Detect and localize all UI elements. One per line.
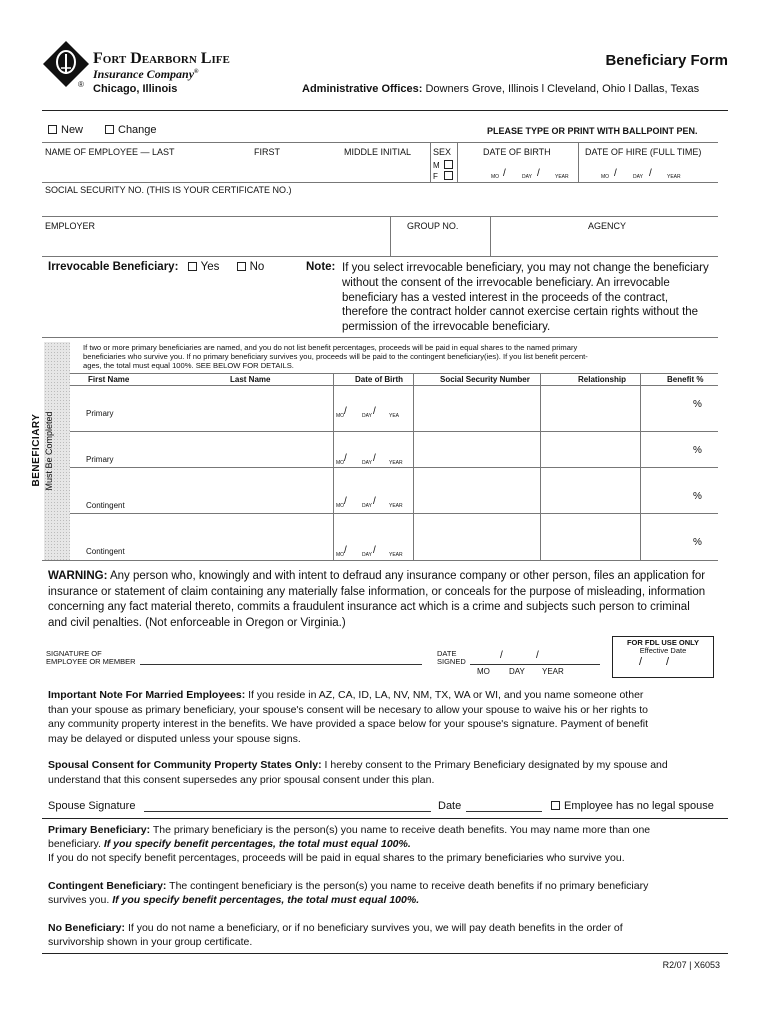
doh-day: DAY <box>633 174 643 180</box>
doh-slash-2: / <box>649 168 652 179</box>
fdl-effective-date: Effective Date <box>639 646 687 655</box>
sex-m-label: M <box>433 161 440 170</box>
doh-year: YEAR <box>667 174 681 180</box>
date-day: DAY <box>509 667 525 676</box>
change-checkbox[interactable] <box>105 125 114 134</box>
change-label: Change <box>118 124 157 136</box>
no-spouse-checkbox[interactable] <box>551 801 560 810</box>
note-label: Note: <box>306 261 336 273</box>
company-name: Fort Dearborn Life <box>93 50 230 67</box>
doh-label: DATE OF HIRE (FULL TIME) <box>585 147 702 157</box>
new-checkbox[interactable] <box>48 125 57 134</box>
no-beneficiary-definition: No Beneficiary: If you do not name a beneficiary, or if no beneficiary survives you, we will pay death benefits in the order of survivorship shown in your group certificate. <box>48 922 623 948</box>
name-last-label: NAME OF EMPLOYEE — LAST <box>45 147 175 157</box>
irrevocable-yes-label: Yes <box>200 261 220 273</box>
dob-year: YEAR <box>555 174 569 180</box>
company-city: Chicago, Illinois <box>93 83 178 95</box>
beneficiary-side-subtitle: Must Be Completed <box>44 411 54 491</box>
col-first-name: First Name <box>88 375 130 384</box>
agency-label: AGENCY <box>588 221 627 231</box>
group-no-label: GROUP NO. <box>407 221 459 231</box>
col-relationship: Relationship <box>578 375 627 384</box>
irrevocable-label: Irrevocable Beneficiary: <box>48 261 179 273</box>
beneficiary-side-title: BENEFICIARY <box>31 413 42 487</box>
spouse-signature-label: Spouse Signature <box>48 800 136 812</box>
irrevocable-yes-checkbox[interactable] <box>188 262 197 271</box>
instruction-text: PLEASE TYPE OR PRINT WITH BALLPOINT PEN. <box>487 126 698 136</box>
spouse-signature-line[interactable] <box>144 811 431 812</box>
dob-label: DATE OF BIRTH <box>483 147 551 157</box>
company-subname: Insurance Company <box>93 67 195 81</box>
spousal-consent: Spousal Consent for Community Property States Only: I hereby consent to the Primary Beneficiary designated by my spouse and understand that this consent supersedes any prior spousal consent under this plan. <box>48 759 668 786</box>
registered-mark: ® <box>78 80 84 89</box>
married-note: Important Note For Married Employees: If you reside in AZ, CA, ID, LA, NV, NM, TX, WA or WI, and you name someone other than your spouse as primary beneficiary, your spouse's consent will be necesary to allow your spouse to waive his or her rights to any community property interest in the benefits. We have provided a space below for your spouse's signature. Payment of benefit may be delayed or disputed unless your spouse signs. <box>48 689 649 745</box>
date-year: YEAR <box>542 667 564 676</box>
first-name-label: FIRST <box>254 147 280 157</box>
admin-offices-value: Downers Grove, Illinois l Cleveland, Ohio l Dallas, Texas <box>425 83 700 95</box>
employer-label: EMPLOYER <box>45 221 96 231</box>
dob-slash-2: / <box>537 168 540 179</box>
form-number: R2/07 | X6053 <box>662 960 720 970</box>
contingent-definition: Contingent Beneficiary: The contingent beneficiary is the person(s) you name to receive death benefits if no primary beneficiary survives you. If you specify benefit percentages, the total must equal 100%. <box>48 880 649 906</box>
employee-signature-line[interactable] <box>140 664 422 665</box>
col-last-name: Last Name <box>230 375 271 384</box>
admin-offices-label: Administrative Offices: <box>302 83 423 95</box>
irrevocable-no-label: No <box>249 261 265 273</box>
spouse-date-label: Date <box>438 800 462 812</box>
trademark-mark: ® <box>194 69 199 75</box>
dob-mo: MO <box>491 174 500 180</box>
dob-day: DAY <box>522 174 532 180</box>
col-dob: Date of Birth <box>355 375 403 384</box>
warning-text: WARNING: Any person who, knowingly and with intent to defraud any insurance company or other person, files an application for insurance or statement of claim containing any materially false information, or conceals for the purpose of misleading, information concerning any fact material thereto, commits a fraudulent insurance act which is a crime and subjects such person to criminal and civil penalties. (Not enforceable in Oregon or Virginia.) <box>48 570 706 629</box>
new-label: New <box>61 124 84 136</box>
date-mo: MO <box>477 667 490 676</box>
col-benefit: Benefit % <box>667 375 704 384</box>
signature-label: SIGNATURE OF EMPLOYEE OR MEMBER <box>46 649 136 666</box>
fdl-use-box: FOR FDL USE ONLY Effective Date / / <box>612 636 714 678</box>
sex-label: SEX <box>433 147 452 157</box>
note-text: If you select irrevocable beneficiary, you may not change the beneficiary without the consent of the irrevocable beneficiary. An irrevocable beneficiary has a vested interest in the proceeds of the contract, therefore the contract holder cannot exercise certain rights without the permission of the irrevocable beneficiary. <box>342 262 709 334</box>
doh-mo: MO <box>601 174 610 180</box>
irrevocable-no-checkbox[interactable] <box>237 262 246 271</box>
fdl-title: FOR FDL USE ONLY <box>626 638 700 647</box>
beneficiary-intro: If two or more primary beneficiaries are named, and you do not list benefit percentages, proceeds will be paid in equal shares to the named primary beneficiaries who survive you. If no primary beneficiary survives you, proceeds will be paid to the contingent beneficiary(ies). If you list benefit percent- ages, the total must equal 100%. SEE BELOW FOR DETAILS. <box>83 343 588 370</box>
middle-initial-label: MIDDLE INITIAL <box>344 147 412 157</box>
dob-slash-1: / <box>503 168 506 179</box>
form-title: Beneficiary Form <box>605 52 728 69</box>
col-ssn: Social Security Number <box>440 375 530 384</box>
date-signed-line[interactable] <box>470 664 600 665</box>
no-spouse-label: Employee has no legal spouse <box>564 800 714 812</box>
sex-m-checkbox[interactable] <box>444 160 453 169</box>
primary-definition: Primary Beneficiary: The primary beneficiary is the person(s) you name to receive death benefits. You may name more than one beneficiary. If you specify benefit percentages, the total must equal 100%. If you do not specify benefit percentages, proceeds will be paid in equal shares to the primary beneficiaries who survive you. <box>48 824 651 864</box>
date-signed-label: DATE SIGNED <box>437 649 466 666</box>
ssn-label: SOCIAL SECURITY NO. (THIS IS YOUR CERTIFICATE NO.) <box>45 185 292 195</box>
doh-slash-1: / <box>614 168 617 179</box>
sex-f-checkbox[interactable] <box>444 171 453 180</box>
spouse-date-line[interactable] <box>466 811 542 812</box>
sex-f-label: F <box>433 172 438 181</box>
